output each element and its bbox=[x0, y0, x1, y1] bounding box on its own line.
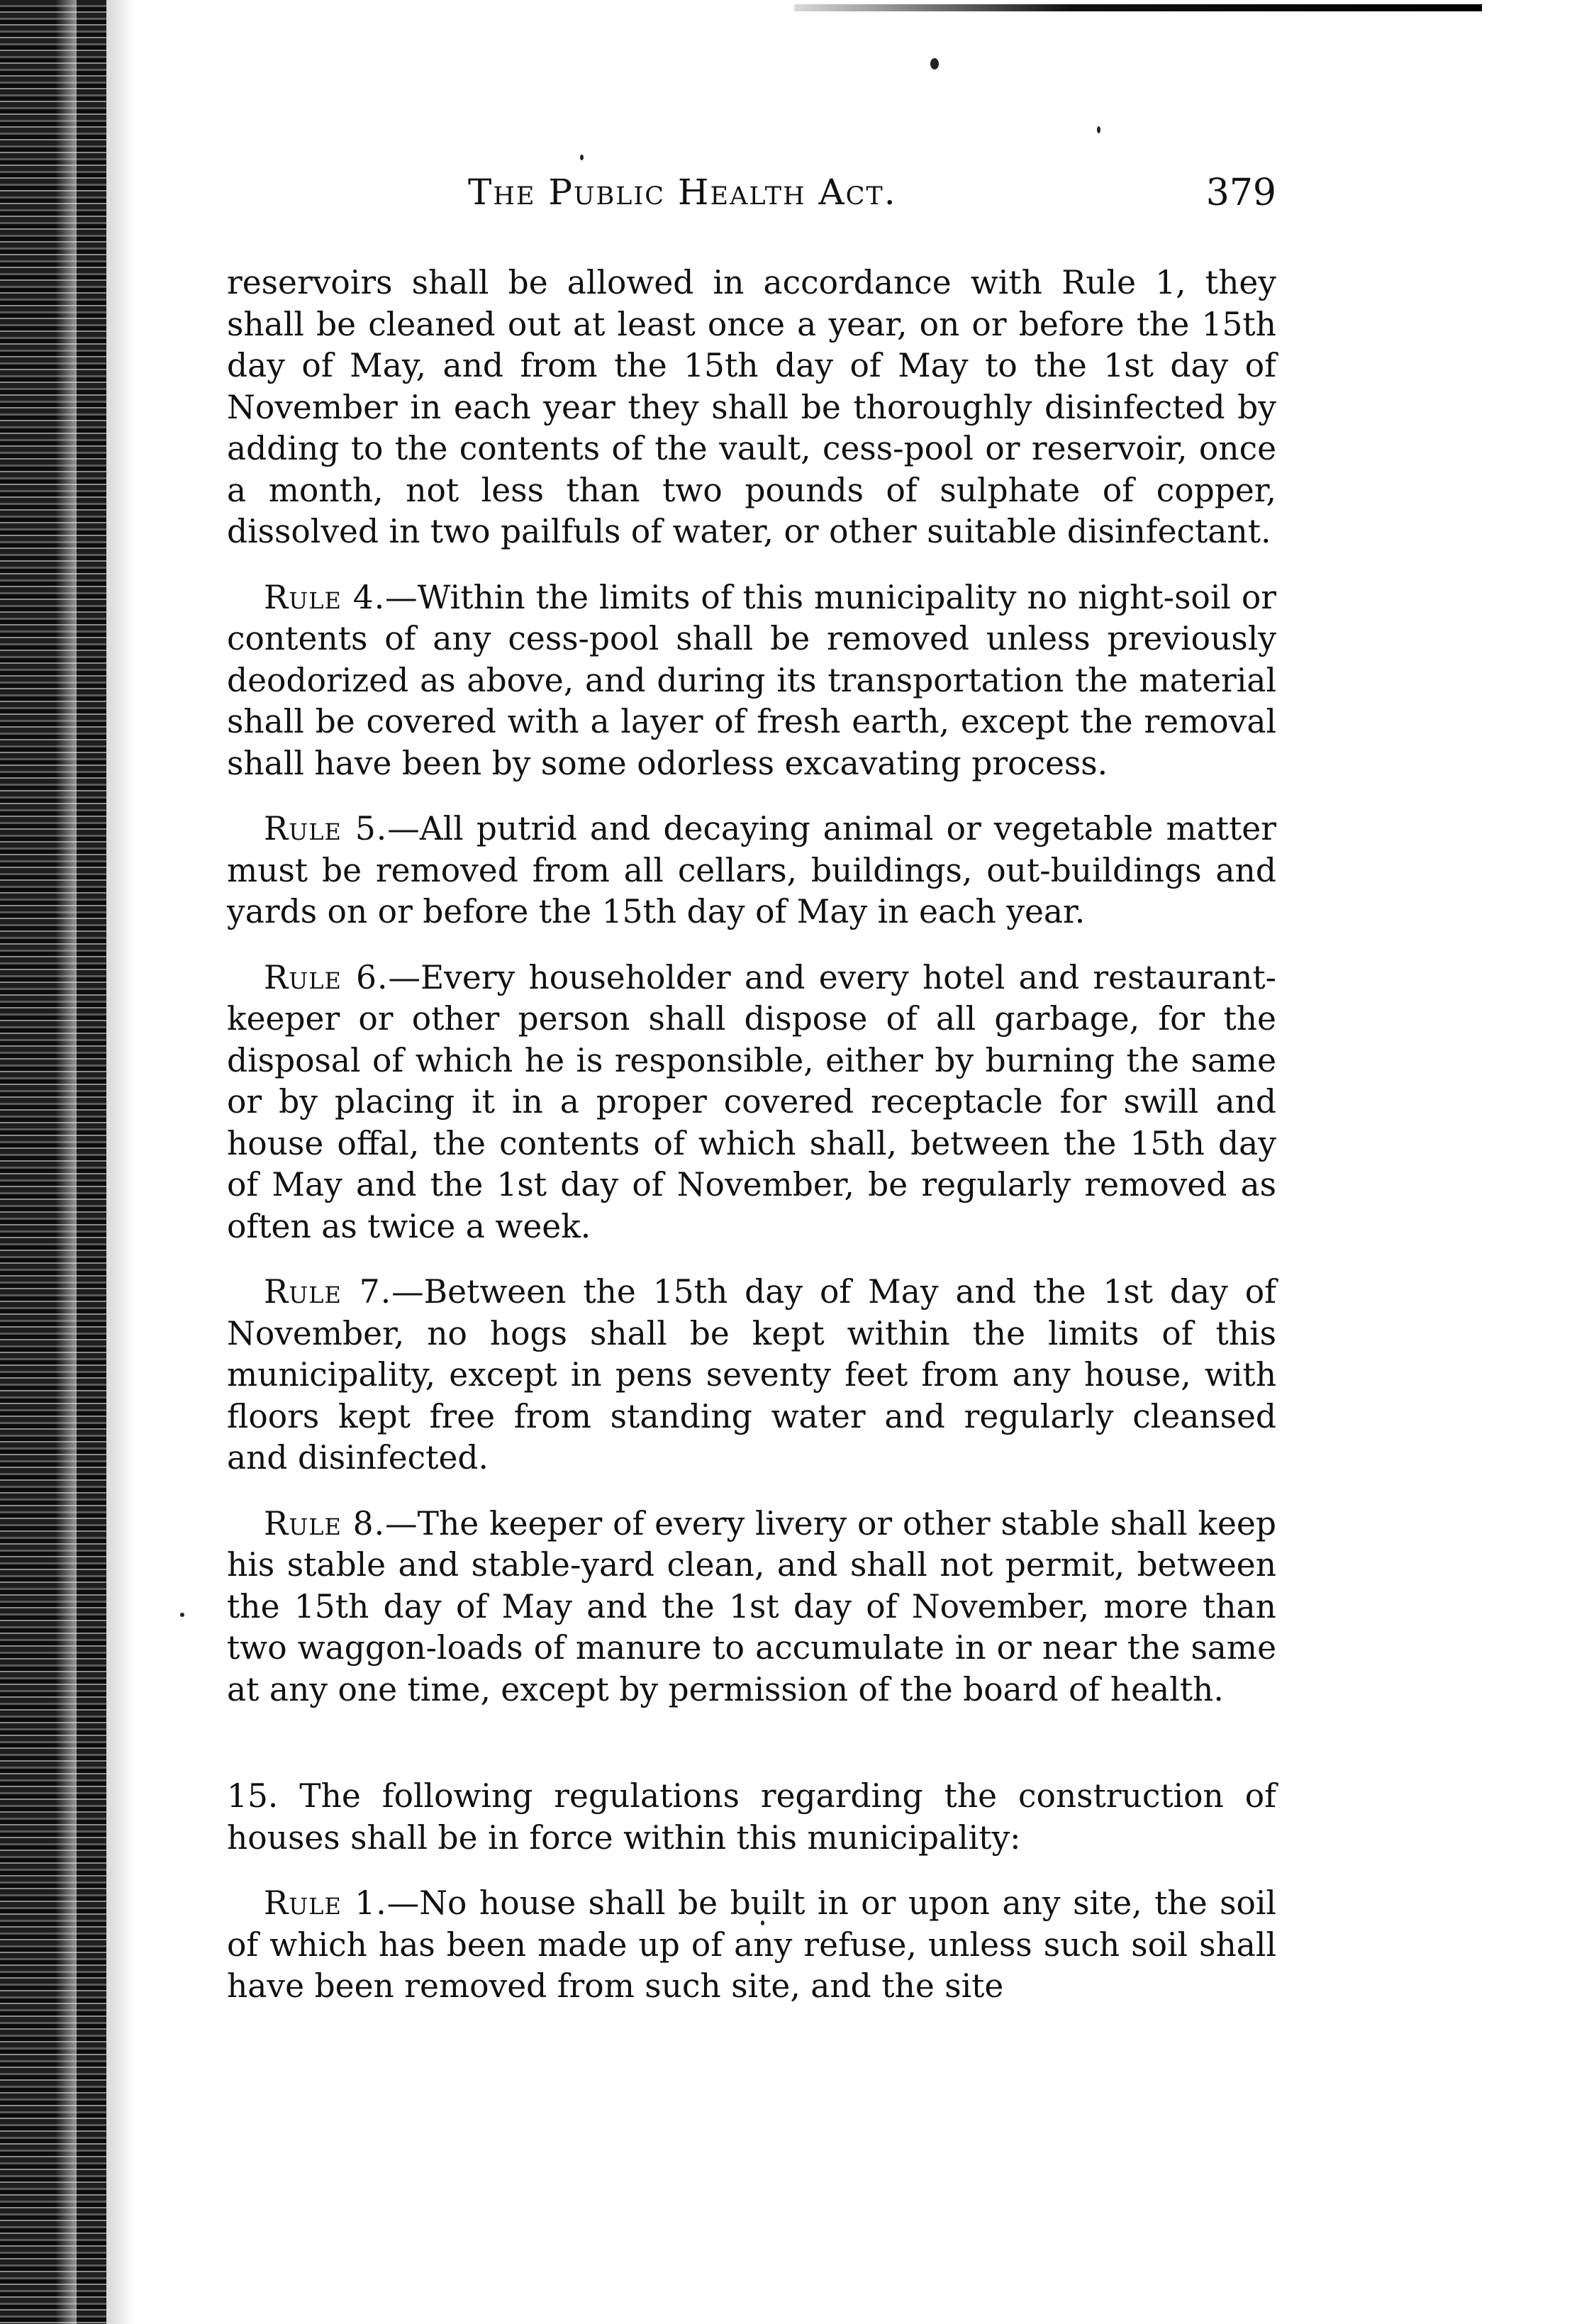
paragraph-text: —The keeper of every livery or other stable shall keep his stable and stable-yard clean, and shall not permit, between the 15th day of May and the 1st day of November, more than two waggon-loads of manure to accumulate in or near the same at any one time, except by permission of the board of health. bbox=[227, 1504, 1276, 1708]
paragraph-text: —No house shall be built in or upon any site, the soil of which has been made up of any refuse, unless such soil shall have been removed from such site, and the site bbox=[227, 1884, 1276, 2005]
binding-shadow bbox=[106, 0, 135, 2324]
rule-label: Rule 6. bbox=[264, 958, 389, 996]
rule-4-paragraph bbox=[227, 577, 1276, 785]
rule-8-paragraph bbox=[227, 1503, 1276, 1711]
paragraph-text: 15. The following regulations regarding the construction of houses shall be in force within this municipality: bbox=[227, 1777, 1276, 1857]
scan-top-rule-artifact bbox=[794, 4, 1482, 11]
paragraph-text: reservoirs shall be allowed in accordance with Rule 1, they shall be cleaned out at least once a year, on or before the 15th day of May, and from the 15th day of May to the 1st day of November in each year they shall be thoroughly disinfected by adding to the contents of the vault, cess-pool or reservoir, once a month, not less than two pounds of sulphate of copper, dissolved in two pailfuls of water, or other suitable disinfectant. bbox=[227, 264, 1276, 550]
rule-label: Rule 1. bbox=[264, 1884, 387, 1922]
scan-speck bbox=[180, 1613, 184, 1617]
rule-label: Rule 4. bbox=[264, 578, 386, 616]
rule-6-paragraph bbox=[227, 957, 1276, 1248]
page-body bbox=[227, 262, 1276, 2008]
paragraph-continuation bbox=[227, 262, 1276, 553]
paragraph-text: —All putrid and decaying animal or vegetable matter must be removed from all cellars, buildings, out-buildings and yards on or before the 15th day of May in each year. bbox=[227, 810, 1276, 930]
construction-rule-1-paragraph bbox=[227, 1883, 1276, 2008]
rule-label: Rule 5. bbox=[264, 810, 388, 847]
running-head bbox=[227, 172, 1276, 221]
rule-7-paragraph bbox=[227, 1272, 1276, 1479]
rule-label: Rule 7. bbox=[264, 1273, 392, 1311]
paragraph-text: —Every householder and every hotel and restaurant-keeper or other person shall dispose of all garbage, for the disposal of which he is responsible, either by burning the same or by placing it in a proper covered receptacle for swill and house offal, the contents of which shall, between the 15th day of May and the 1st day of November, be regularly removed as often as twice a week. bbox=[227, 958, 1276, 1245]
section-15-paragraph bbox=[227, 1776, 1276, 1859]
scanned-binding-edge bbox=[0, 0, 106, 2324]
rule-label: Rule 8. bbox=[264, 1504, 386, 1542]
paragraph-text: —Within the limits of this municipality no night-soil or contents of any cess-pool shall be removed unless previously deodorized as above, and during its transportation the material shall be covered with a layer of fresh earth, except the removal shall have been by some odorless excavating process. bbox=[227, 578, 1276, 782]
scan-speck bbox=[580, 155, 584, 160]
rule-5-paragraph bbox=[227, 808, 1276, 933]
scan-speck bbox=[1097, 126, 1100, 133]
page-number: 379 bbox=[1205, 172, 1276, 214]
paragraph-text: —Between the 15th day of May and the 1st day of November, no hogs shall be kept within the limits of this municipality, except in pens seventy feet from any house, with floors kept free from standing water and regularly cleansed and disinfected. bbox=[227, 1273, 1277, 1477]
running-head-title: The Public Health Act. bbox=[468, 172, 897, 213]
scan-speck bbox=[930, 58, 939, 70]
